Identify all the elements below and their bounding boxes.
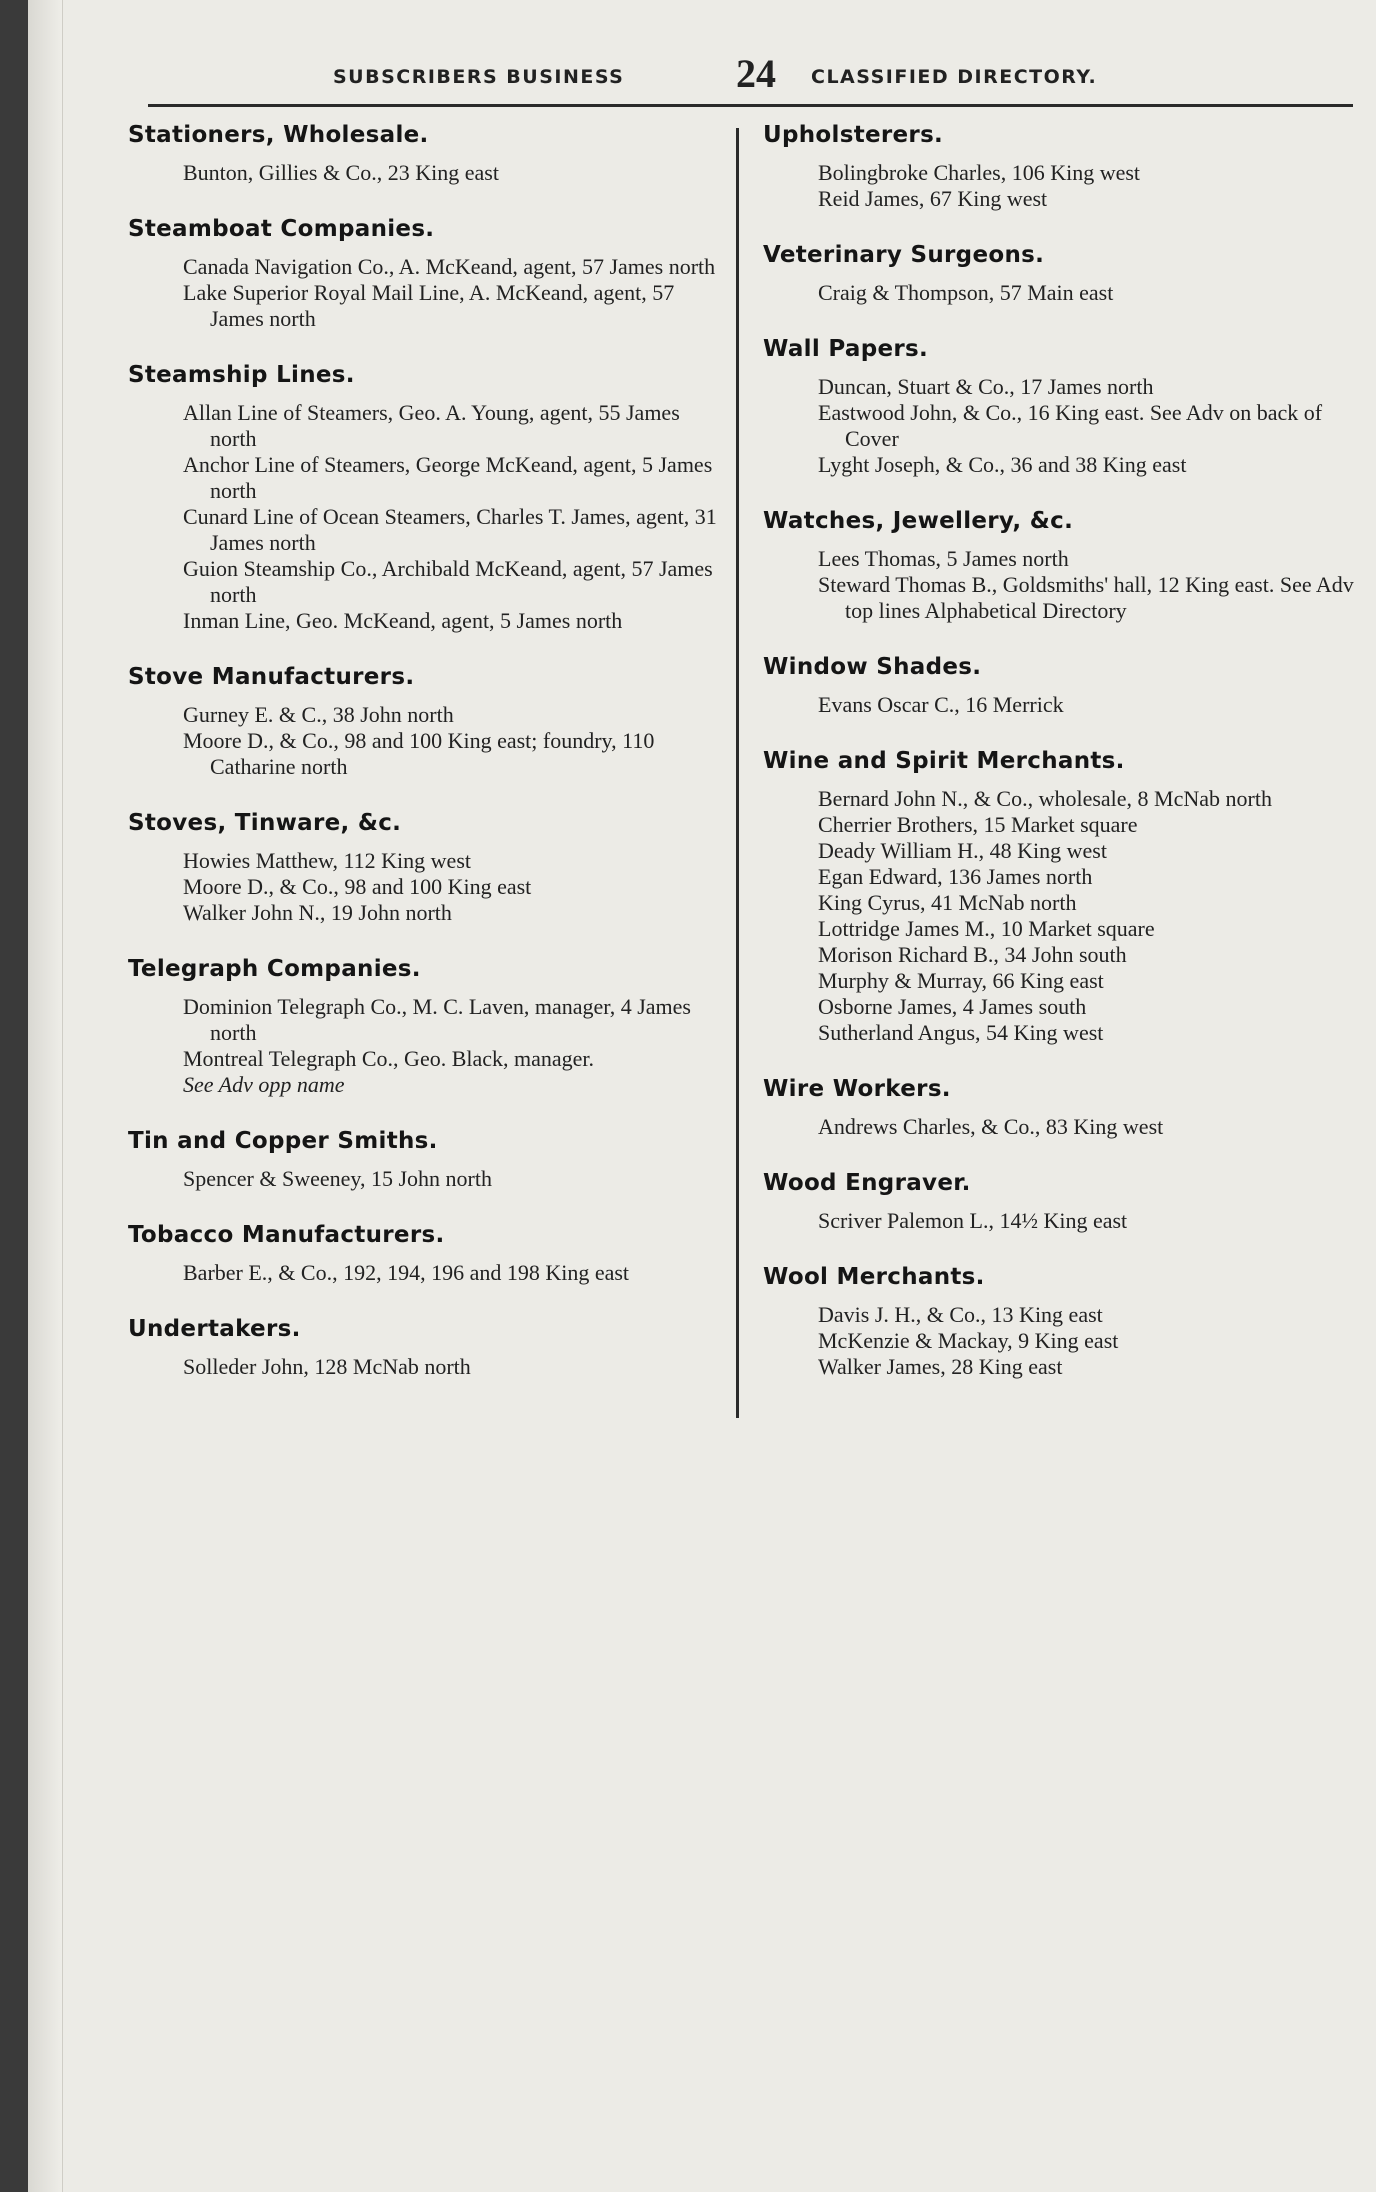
directory-entry: Andrews Charles, & Co., 83 King west xyxy=(818,1114,1164,1139)
directory-entry: Murphy & Murray, 66 King east xyxy=(818,968,1104,993)
directory-entry: Cunard Line of Ocean Steamers, Charles T. James, agent, 31 James north xyxy=(183,504,717,555)
section-heading: Steamboat Companies. xyxy=(128,216,435,242)
section-heading: Stoves, Tinware, &c. xyxy=(128,810,402,836)
directory-entry: Lottridge James M., 10 Market square xyxy=(818,916,1155,941)
directory-entry: Dominion Telegraph Co., M. C. Laven, manager, 4 James north xyxy=(183,994,691,1045)
directory-section xyxy=(128,1128,728,1192)
section-heading: Veterinary Surgeons. xyxy=(763,242,1045,268)
directory-section xyxy=(128,956,728,1098)
directory-entry: Lees Thomas, 5 James north xyxy=(818,546,1069,571)
page-binding-edge xyxy=(28,0,63,2192)
section-heading: Stationers, Wholesale. xyxy=(128,122,429,148)
directory-section xyxy=(128,1222,728,1286)
section-heading: Wool Merchants. xyxy=(763,1264,985,1290)
header-rule xyxy=(148,104,1353,107)
section-heading: Wood Engraver. xyxy=(763,1170,971,1196)
directory-entry: McKenzie & Mackay, 9 King east xyxy=(818,1328,1119,1353)
directory-entry: Solleder John, 128 McNab north xyxy=(183,1354,471,1379)
directory-entry: Bernard John N., & Co., wholesale, 8 McNab north xyxy=(818,786,1272,811)
right-column xyxy=(763,122,1373,1410)
section-heading: Wall Papers. xyxy=(763,336,929,362)
directory-section xyxy=(763,336,1373,478)
directory-section xyxy=(763,122,1373,212)
directory-entry: Bunton, Gillies & Co., 23 King east xyxy=(183,160,499,185)
section-heading: Upholsterers. xyxy=(763,122,944,148)
directory-section xyxy=(763,508,1373,624)
section-heading: Tobacco Manufacturers. xyxy=(128,1222,445,1248)
directory-section xyxy=(763,242,1373,306)
directory-entry: Gurney E. & C., 38 John north xyxy=(183,702,454,727)
directory-entry: Deady William H., 48 King west xyxy=(818,838,1107,863)
directory-entry: Spencer & Sweeney, 15 John north xyxy=(183,1166,492,1191)
directory-section xyxy=(763,1170,1373,1234)
directory-entry: Lake Superior Royal Mail Line, A. McKeand, agent, 57 James north xyxy=(183,280,675,331)
page-header xyxy=(28,48,1376,104)
directory-entry: Duncan, Stuart & Co., 17 James north xyxy=(818,374,1154,399)
directory-entry: Evans Oscar C., 16 Merrick xyxy=(818,692,1064,717)
directory-entry: Inman Line, Geo. McKeand, agent, 5 James north xyxy=(183,608,623,633)
directory-entry: Steward Thomas B., Goldsmiths' hall, 12 King east. See Adv top lines Alphabetical Directory xyxy=(818,572,1354,623)
header-left-title: SUBSCRIBERS BUSINESS xyxy=(333,66,625,88)
directory-entry: Osborne James, 4 James south xyxy=(818,994,1087,1019)
directory-entry: Allan Line of Steamers, Geo. A. Young, agent, 55 James north xyxy=(183,400,680,451)
directory-entry: Moore D., & Co., 98 and 100 King east xyxy=(183,874,532,899)
directory-entry: Barber E., & Co., 192, 194, 196 and 198 King east xyxy=(183,1260,630,1285)
directory-entry: Walker James, 28 King east xyxy=(818,1354,1063,1379)
directory-entry: Moore D., & Co., 98 and 100 King east; foundry, 110 Catharine north xyxy=(183,728,655,779)
directory-entry: Cherrier Brothers, 15 Market square xyxy=(818,812,1138,837)
directory-section xyxy=(128,810,728,926)
directory-entry: Sutherland Angus, 54 King west xyxy=(818,1020,1104,1045)
directory-section xyxy=(128,362,728,634)
section-heading: Tin and Copper Smiths. xyxy=(128,1128,438,1154)
directory-section xyxy=(128,664,728,780)
directory-entry: Guion Steamship Co., Archibald McKeand, agent, 57 James north xyxy=(183,556,713,607)
directory-entry: Eastwood John, & Co., 16 King east. See Adv on back of Cover xyxy=(818,400,1323,451)
column-divider xyxy=(736,128,739,1418)
directory-entry: Morison Richard B., 34 John south xyxy=(818,942,1127,967)
directory-entry: Davis J. H., & Co., 13 King east xyxy=(818,1302,1103,1327)
section-heading: Wire Workers. xyxy=(763,1076,951,1102)
directory-entry: Canada Navigation Co., A. McKeand, agent, 57 James north xyxy=(183,254,716,279)
section-heading: Telegraph Companies. xyxy=(128,956,421,982)
section-heading: Watches, Jewellery, &c. xyxy=(763,508,1074,534)
section-heading: Window Shades. xyxy=(763,654,982,680)
directory-section xyxy=(763,654,1373,718)
directory-entry: Craig & Thompson, 57 Main east xyxy=(818,280,1114,305)
section-heading: Undertakers. xyxy=(128,1316,301,1342)
section-heading: Wine and Spirit Merchants. xyxy=(763,748,1125,774)
directory-section xyxy=(763,748,1373,1046)
directory-entry: Montreal Telegraph Co., Geo. Black, manager. xyxy=(183,1046,595,1071)
directory-entry: Scriver Palemon L., 14½ King east xyxy=(818,1208,1128,1233)
left-column xyxy=(128,122,728,1410)
directory-entry: Walker John N., 19 John north xyxy=(183,900,452,925)
section-heading: Steamship Lines. xyxy=(128,362,355,388)
directory-entry: Egan Edward, 136 James north xyxy=(818,864,1093,889)
directory-section xyxy=(128,216,728,332)
directory-page xyxy=(28,0,1376,2192)
section-heading: Stove Manufacturers. xyxy=(128,664,415,690)
directory-entry: Lyght Joseph, & Co., 36 and 38 King east xyxy=(818,452,1187,477)
directory-section xyxy=(128,1316,728,1380)
directory-entry: King Cyrus, 41 McNab north xyxy=(818,890,1077,915)
directory-section xyxy=(763,1076,1373,1140)
page-number: 24 xyxy=(736,51,776,96)
advertisement-note: See Adv opp name xyxy=(183,1072,345,1097)
directory-section xyxy=(763,1264,1373,1380)
directory-entry: Anchor Line of Steamers, George McKeand, agent, 5 James north xyxy=(183,452,713,503)
header-right-title: CLASSIFIED DIRECTORY. xyxy=(811,66,1098,88)
directory-section xyxy=(128,122,728,186)
directory-entry: Howies Matthew, 112 King west xyxy=(183,848,471,873)
directory-entry: Bolingbroke Charles, 106 King west xyxy=(818,160,1141,185)
directory-entry: Reid James, 67 King west xyxy=(818,186,1048,211)
